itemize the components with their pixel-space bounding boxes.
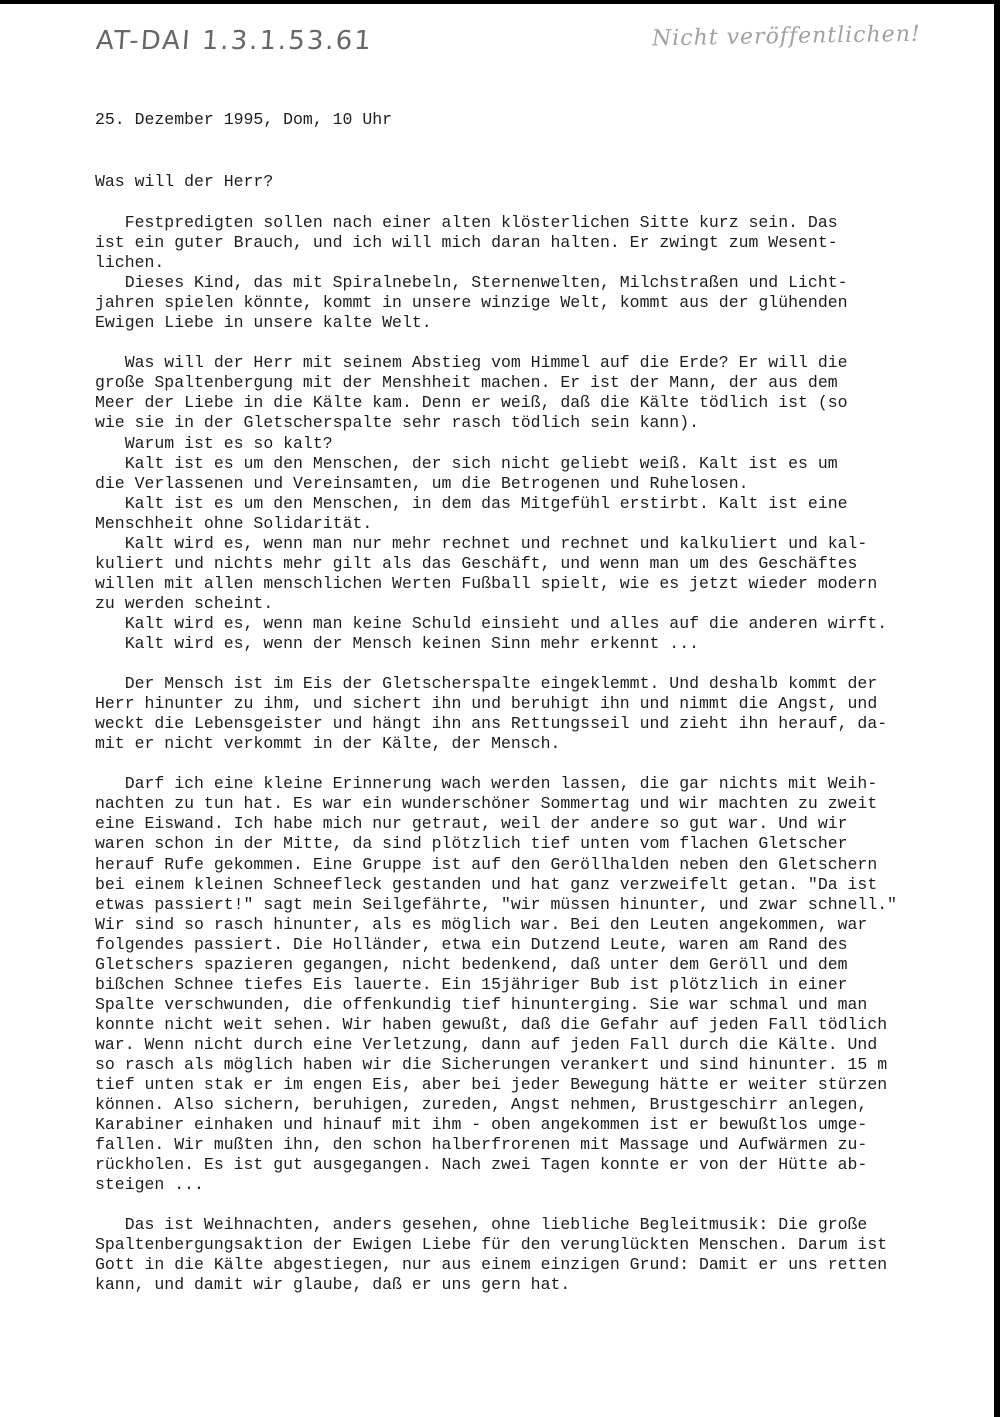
text-line: große Spaltenbergung mit der Menshheit machen. Er ist der Mann, der aus dem [95,373,838,393]
paragraph [95,634,975,654]
text-line: kann, und damit wir glaube, daß er uns gern hat. [95,1275,571,1295]
text-line: Kalt wird es, wenn man nur mehr rechnet und rechnet und kalkuliert und kal- [124,533,868,553]
text-line: Festpredigten sollen nach einer alten klösterlichen Sitte kurz sein. Das [124,213,838,232]
paragraph [95,1215,975,1295]
text-line: Spalte verschwunden, die offenkundig tief hinunterging. Sie war schmal und man [95,994,868,1014]
section [95,1215,975,1295]
text-line: zu werden scheint. [95,593,274,613]
text-line: Spaltenbergungsaktion der Ewigen Liebe für den verunglückten Menschen. Darum ist [95,1235,888,1255]
paragraph [95,614,975,634]
text-line: waren schon in der Mitte, da sind plötzlich tief unten vom flachen Gletscher [95,834,848,854]
text-line: Kalt wird es, wenn der Mensch keinen Sinn mehr erkennt ... [124,633,699,653]
text-line: war. Wenn nicht durch eine Verletzung, dann auf jeden Fall durch die Kälte. Und [95,1034,878,1054]
text-line: wie sie in der Gletscherspalte sehr rasch tödlich sein kann). [95,413,699,433]
section [95,674,975,754]
text-line: Das ist Weihnachten, anders gesehen, ohne liebliche Begleitmusik: Die große [124,1215,868,1235]
handwritten-note: Nicht veröffentlichen! [651,21,921,52]
scan-edge-right [994,0,1000,1417]
text-line: Wir sind so rasch hinunter, als es möglich war. Bei den Leuten angekommen, war [95,914,868,934]
text-line: bei einem kleinen Schneefleck gestanden und hat ganz verzweifelt getan. "Da ist [95,874,878,894]
text-line: eine Eiswand. Ich habe mich nur getraut, weil der andere so gut war. Und wir [95,814,848,834]
text-line: Menschheit ohne Solidarität. [95,513,373,533]
text-line: willen mit allen menschlichen Werten Fußball spielt, wie es jetzt wieder modern [95,573,878,593]
text-line: rückholen. Es ist gut ausgegangen. Nach zwei Tagen konnte er von der Hütte ab- [95,1155,868,1175]
text-line: Gletschers spazieren gegangen, nicht bedenkend, daß unter dem Geröll und dem [95,954,848,974]
text-line: Gott in die Kälte abgestiegen, nur aus einem einzigen Grund: Damit er uns retten [95,1255,888,1275]
text-line: ist ein guter Brauch, und ich will mich daran halten. Er zwingt zum Wesent- [95,233,838,253]
text-line: weckt die Lebensgeister und hängt ihn ans Rettungsseil und zieht ihn herauf, da- [95,714,888,734]
paragraph [95,273,975,333]
text-line: bißchen Schnee tiefes Eis lauerte. Ein 15jähriger Bub ist plötzlich in einer [95,974,848,994]
text-line: jahren spielen könnte, kommt in unsere winzige Welt, kommt aus der glühenden [95,293,848,313]
sermon-title: Was will der Herr? [95,172,274,191]
text-line: die Verlassenen und Vereinsamten, um die Betrogenen und Ruhelosen. [95,473,749,493]
text-line: herauf Rufe gekommen. Eine Gruppe ist auf den Geröllhalden neben den Gletschern [95,854,878,874]
text-line: Der Mensch ist im Eis der Gletscherspalte eingeklemmt. Und deshalb kommt der [124,674,878,694]
text-line: Kalt ist es um den Menschen, in dem das Mitgefühl erstirbt. Kalt ist eine [124,493,848,513]
text-line: Ewigen Liebe in unsere kalte Welt. [95,313,432,333]
text-line: Dieses Kind, das mit Spiralnebeln, Sternenwelten, Milchstraßen und Licht- [124,273,848,293]
paragraph [95,534,975,614]
paragraph [95,674,975,754]
section [95,353,975,654]
paragraph [95,434,975,454]
text-line: fallen. Wir mußten ihn, den schon halberfrorenen mit Massage und Aufwärmen zu- [95,1135,868,1155]
text-line: Karabiner einhaken und hinauf mit ihm - oben angekommen ist er bewußtlos umge- [95,1115,868,1135]
paragraph [95,494,975,534]
archive-signature: AT-DAI 1.3.1.53.61 [94,26,374,56]
text-line: Warum ist es so kalt? [124,433,333,453]
text-line: mit er nicht verkommt in der Kälte, der Mensch. [95,734,561,754]
text-line: lichen. [95,253,165,273]
text-line: folgendes passiert. Die Holländer, etwa ein Dutzend Leute, waren am Rand des [95,934,848,954]
section [95,774,975,1195]
text-line: nachten zu tun hat. Es war ein wunderschöner Sommertag und wir machten zu zweit [95,794,878,814]
text-line: Herr hinunter zu ihm, und sichert ihn und beruhigt ihn und nimmt die Angst, und [95,694,878,714]
section [95,213,975,333]
text-line: kuliert und nichts mehr gilt als das Geschäft, und wenn man um des Geschäftes [95,553,858,573]
text-line: konnte nicht weit sehen. Wir haben gewußt, daß die Gefahr auf jeden Fall tödlich [95,1014,888,1034]
paragraph [95,213,975,273]
date-line: 25. Dezember 1995, Dom, 10 Uhr [95,110,393,129]
sermon-body [95,213,975,1296]
paragraph [95,774,975,1195]
paragraph [95,353,975,433]
text-line: Meer der Liebe in die Kälte kam. Denn er weiß, daß die Kälte tödlich ist (so [95,393,848,413]
text-line: können. Also sichern, beruhigen, zureden, Angst nehmen, Brustgeschirr anlegen, [95,1095,868,1115]
paragraph [95,454,975,494]
text-line: Was will der Herr mit seinem Abstieg vom Himmel auf die Erde? Er will die [124,353,848,373]
text-line: Kalt ist es um den Menschen, der sich nicht geliebt weiß. Kalt ist es um [124,453,838,473]
text-line: steigen ... [95,1175,204,1195]
text-line: Darf ich eine kleine Erinnerung wach werden lassen, die gar nichts mit Weih- [124,774,878,794]
text-line: so rasch als möglich haben wir die Sicherungen verankert und sind hinunter. 15 m [95,1054,888,1074]
text-line: etwas passiert!" sagt mein Seilgefährte, "wir müssen hinunter, und zwar schnell." [95,894,898,914]
scan-edge-top [0,0,1000,4]
text-line: tief unten stak er im engen Eis, aber bei jeder Bewegung hätte er weiter stürzen [95,1075,888,1095]
text-line: Kalt wird es, wenn man keine Schuld einsieht und alles auf die anderen wirft. [124,613,888,633]
